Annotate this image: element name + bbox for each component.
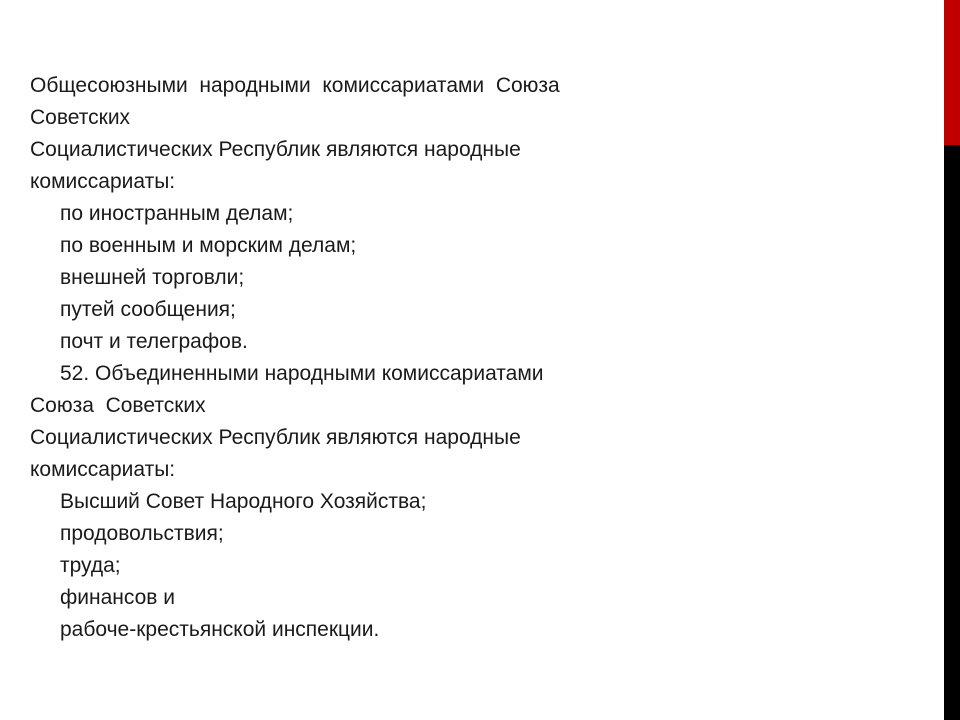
text-line: Общесоюзными народными комиссариатами Союза (30, 74, 560, 97)
list-item: по иностранным делам; (60, 202, 294, 225)
list-item: Высший Совет Народного Хозяйства; (60, 490, 427, 513)
list-item: финансов и (60, 586, 176, 609)
list-item: продовольствия; (60, 522, 224, 545)
text-line: Социалистических Республик являются народные (30, 138, 521, 161)
text-line: комиссариаты: (30, 458, 176, 481)
list-item: путей сообщения; (60, 298, 236, 321)
list-item: рабоче-крестьянской инспекции. (60, 618, 380, 641)
list-item: по военным и морским делам; (60, 234, 357, 257)
slide-body-text (30, 70, 910, 646)
accent-bar (944, 0, 960, 720)
list-item: почт и телеграфов. (60, 330, 248, 353)
text-line: Союза Советских (30, 394, 206, 417)
text-line: 52. Объединенными народными комиссариатами (60, 362, 544, 385)
text-line: Социалистических Республик являются народные (30, 426, 521, 449)
accent-bar-black (944, 145, 960, 720)
text-line: Советских (30, 106, 131, 129)
text-line: комиссариаты: (30, 170, 176, 193)
list-item: труда; (60, 554, 121, 577)
accent-bar-red (944, 0, 960, 145)
list-item: внешней торговли; (60, 266, 245, 289)
